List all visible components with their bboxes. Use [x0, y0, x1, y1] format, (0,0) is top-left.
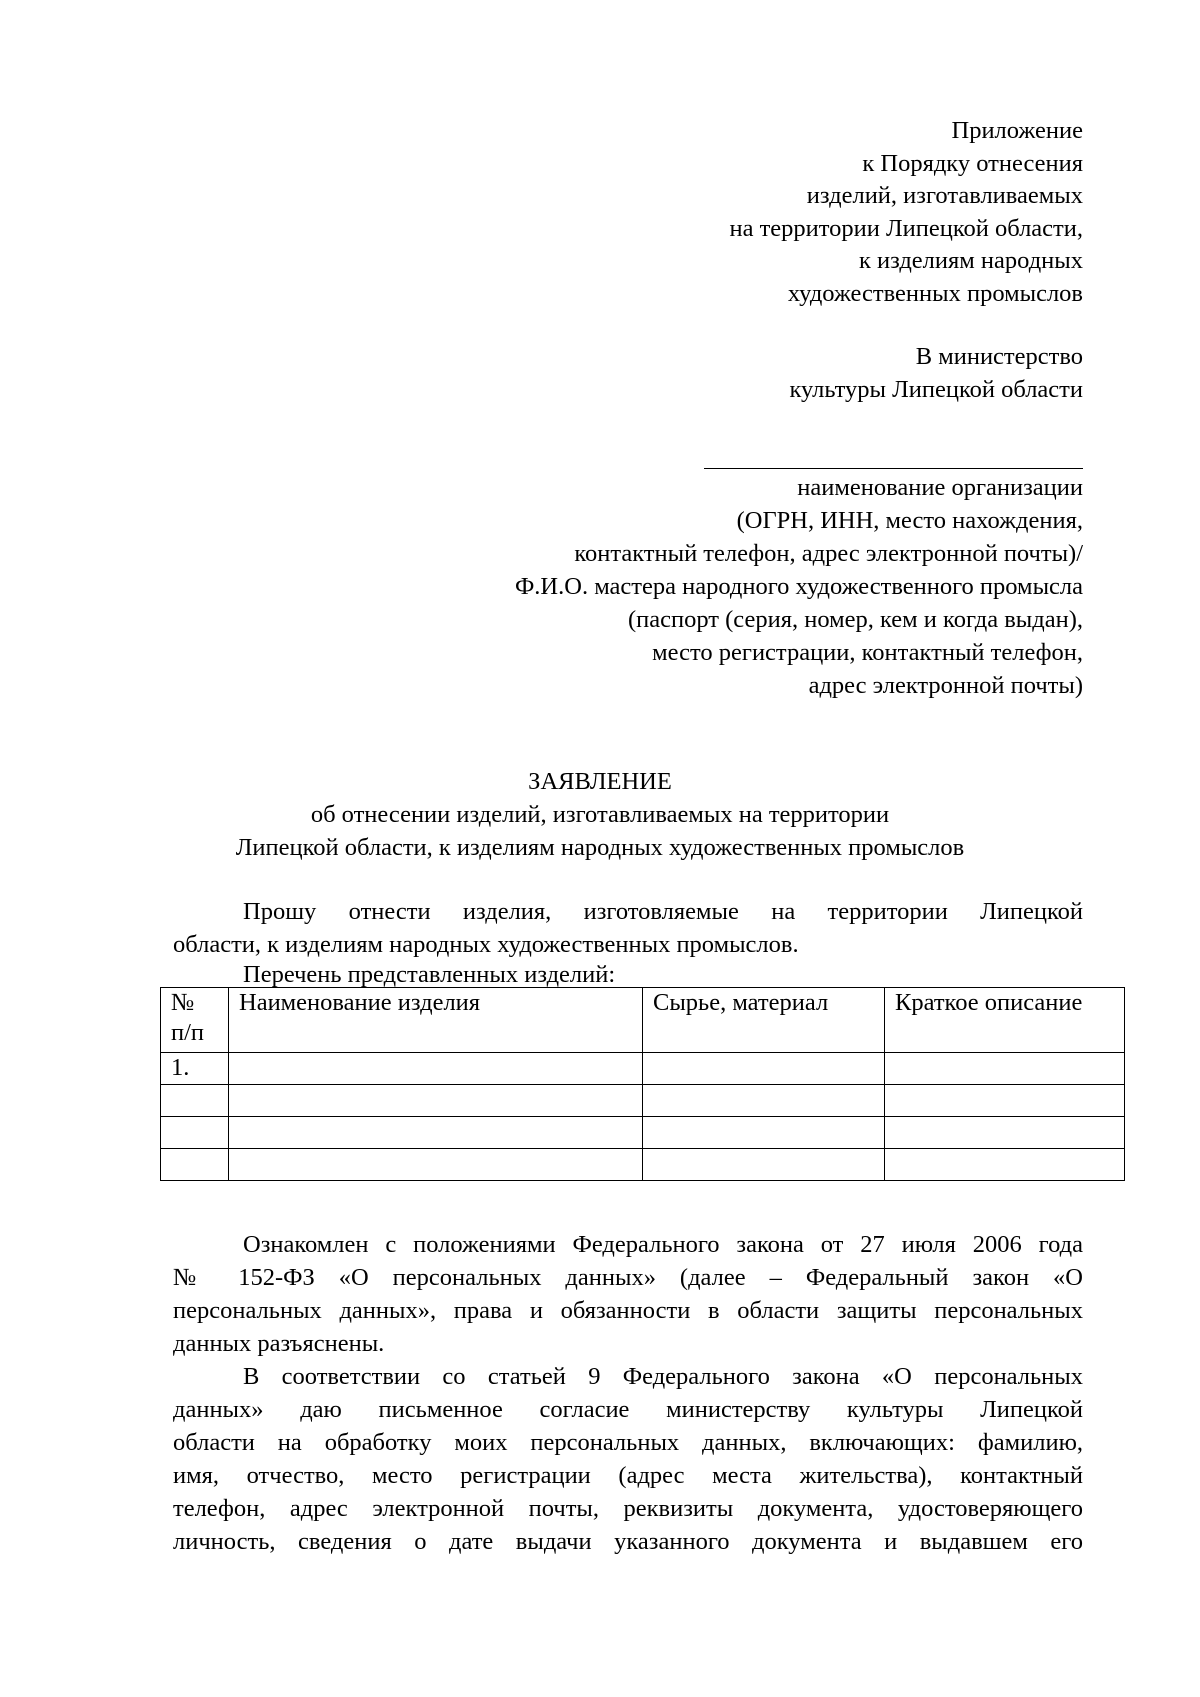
appendix-line: к изделиям народных [858, 247, 1083, 274]
consent-text-line: данных» даю письменное согласие министерству культуры Липецкой [173, 1396, 1083, 1423]
document-title: ЗАЯВЛЕНИЕ [528, 768, 672, 795]
items-table [160, 987, 1125, 1181]
consent-text-line: В соответствии со статьей 9 Федерального закона «О персональных [243, 1363, 1083, 1390]
table-cell[interactable] [229, 1053, 643, 1085]
request-text-line: области, к изделиям народных художественных промыслов. [173, 931, 799, 958]
applicant-caption-line: место регистрации, контактный телефон, [652, 639, 1083, 666]
appendix-line: изделий, изготавливаемых [806, 182, 1083, 209]
appendix-line: художественных промыслов [787, 280, 1083, 307]
table-cell[interactable] [885, 1053, 1125, 1085]
table-cell[interactable] [229, 1085, 643, 1117]
applicant-caption-line: (паспорт (серия, номер, кем и когда выдан), [628, 606, 1083, 633]
appendix-line: к Порядку отнесения [862, 150, 1083, 177]
table-cell[interactable] [885, 1085, 1125, 1117]
document-subtitle-line: об отнесении изделий, изготавливаемых на территории [310, 801, 890, 828]
consent-text-line: данных разъяснены. [173, 1330, 385, 1357]
consent-text-line: № 152-ФЗ «О персональных данных» (далее – Федеральный закон «О [173, 1264, 1083, 1291]
table-header-description: Краткое описание [885, 988, 1125, 1053]
table-cell[interactable] [885, 1149, 1125, 1181]
table-cell[interactable] [161, 1117, 229, 1149]
appendix-line: Приложение [951, 117, 1083, 144]
applicant-fill-line [704, 468, 1083, 469]
consent-text-line: имя, отчество, место регистрации (адрес места жительства), контактный [173, 1462, 1083, 1489]
table-cell[interactable] [643, 1149, 885, 1181]
items-list-intro: Перечень представленных изделий: [243, 961, 616, 988]
consent-text-line: телефон, адрес электронной почты, реквизиты документа, удостоверяющего [173, 1495, 1083, 1522]
appendix-line: на территории Липецкой области, [729, 215, 1083, 242]
table-header-material: Сырье, материал [643, 988, 885, 1053]
table-row [161, 1053, 1125, 1085]
document-subtitle-line: Липецкой области, к изделиям народных художественных промыслов [235, 834, 965, 861]
applicant-caption-line: Ф.И.О. мастера народного художественного промысла [514, 573, 1083, 600]
applicant-caption-line: наименование организации [797, 474, 1083, 501]
consent-text-line: Ознакомлен с положениями Федерального закона от 27 июля 2006 года [243, 1231, 1083, 1258]
table-cell[interactable] [229, 1117, 643, 1149]
table-header-row [161, 988, 1125, 1053]
applicant-caption-line: контактный телефон, адрес электронной почты)/ [574, 540, 1083, 567]
table-header-name: Наименование изделия [229, 988, 643, 1053]
table-cell[interactable]: 1. [161, 1053, 229, 1085]
consent-text-line: личность, сведения о дате выдачи указанного документа и выдавшем его [173, 1528, 1083, 1555]
table-cell[interactable] [161, 1085, 229, 1117]
table-row [161, 1149, 1125, 1181]
table-header-number: № п/п [161, 988, 229, 1053]
table-cell[interactable] [161, 1149, 229, 1181]
table-cell[interactable] [229, 1149, 643, 1181]
table-cell[interactable] [643, 1117, 885, 1149]
table-cell[interactable] [885, 1117, 1125, 1149]
addressee-line: В министерство [915, 343, 1083, 370]
request-text-line: Прошу отнести изделия, изготовляемые на территории Липецкой [243, 898, 1083, 925]
applicant-caption-line: адрес электронной почты) [808, 672, 1083, 699]
applicant-caption-line: (ОГРН, ИНН, место нахождения, [736, 507, 1083, 534]
table-row [161, 1117, 1125, 1149]
consent-text-line: области на обработку моих персональных данных, включающих: фамилию, [173, 1429, 1083, 1456]
table-cell[interactable] [643, 1053, 885, 1085]
consent-text-line: персональных данных», права и обязанности в области защиты персональных [173, 1297, 1083, 1324]
addressee-line: культуры Липецкой области [789, 376, 1083, 403]
table-row [161, 1085, 1125, 1117]
table-cell[interactable] [643, 1085, 885, 1117]
